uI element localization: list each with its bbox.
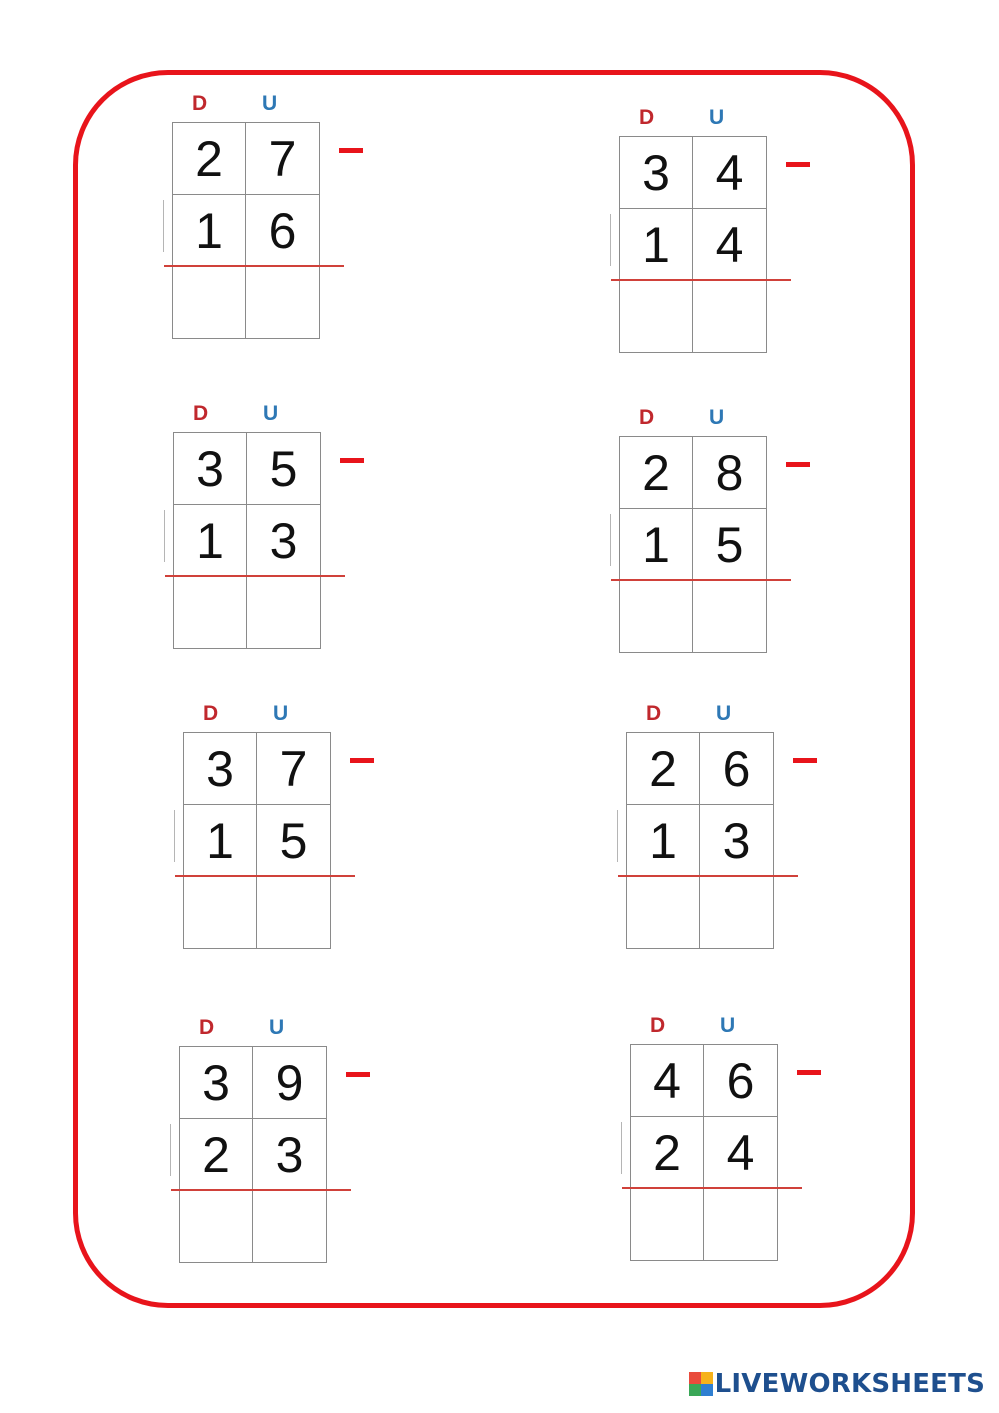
- tens-column-label: D: [639, 106, 655, 129]
- answer-tens-cell[interactable]: [631, 1189, 704, 1261]
- units-column-label: U: [263, 402, 279, 425]
- tens-column-label: D: [650, 1014, 666, 1037]
- units-column-label: U: [720, 1014, 736, 1037]
- sum-line: [611, 279, 791, 281]
- sum-line: [165, 575, 345, 577]
- subtraction-problem: [171, 1016, 371, 1276]
- minuend-tens: 2: [620, 437, 693, 509]
- answer-units-input[interactable]: [257, 877, 334, 951]
- subtrahend-units: 3: [253, 1119, 326, 1191]
- answer-tens-input[interactable]: [184, 877, 260, 951]
- place-value-grid: [172, 122, 320, 339]
- answer-units-input[interactable]: [253, 1191, 330, 1265]
- subtraction-problem: [622, 1014, 822, 1274]
- subtraction-problem: [618, 702, 818, 962]
- subtrahend-tens: 1: [174, 505, 247, 577]
- minuend-units: 6: [704, 1045, 777, 1117]
- answer-tens-input[interactable]: [174, 577, 250, 651]
- units-column-label: U: [262, 92, 278, 115]
- place-value-grid: [173, 432, 321, 649]
- answer-tens-input[interactable]: [620, 281, 696, 355]
- place-value-grid: [179, 1046, 327, 1263]
- margin-tick: [617, 810, 618, 862]
- answer-units-cell[interactable]: [247, 577, 320, 649]
- subtraction-problem: [611, 406, 811, 666]
- tens-column-label: D: [639, 406, 655, 429]
- subtrahend-tens: 1: [620, 509, 693, 581]
- minus-sign: [346, 1072, 370, 1077]
- brand-footer: [689, 1369, 985, 1399]
- tens-column-label: D: [193, 402, 209, 425]
- sum-line: [175, 875, 355, 877]
- subtrahend-tens: 1: [184, 805, 257, 877]
- subtrahend-units: 3: [247, 505, 320, 577]
- sum-line: [622, 1187, 802, 1189]
- minuend-tens: 2: [627, 733, 700, 805]
- answer-units-cell[interactable]: [693, 581, 766, 653]
- answer-units-cell[interactable]: [693, 281, 766, 353]
- minus-sign: [786, 162, 810, 167]
- sum-line: [618, 875, 798, 877]
- liveworksheets-logo-icon: [689, 1372, 713, 1396]
- margin-tick: [164, 510, 165, 562]
- minuend-tens: 3: [180, 1047, 253, 1119]
- subtraction-problem: [175, 702, 375, 962]
- place-value-grid: [626, 732, 774, 949]
- answer-tens-cell[interactable]: [620, 581, 693, 653]
- minuend-units: 7: [257, 733, 330, 805]
- units-column-label: U: [716, 702, 732, 725]
- answer-units-cell[interactable]: [704, 1189, 777, 1261]
- answer-units-cell[interactable]: [257, 877, 330, 949]
- margin-tick: [621, 1122, 622, 1174]
- answer-units-input[interactable]: [704, 1189, 781, 1263]
- answer-units-input[interactable]: [700, 877, 777, 951]
- sum-line: [164, 265, 344, 267]
- answer-tens-cell[interactable]: [620, 281, 693, 353]
- minuend-tens: 3: [620, 137, 693, 209]
- answer-units-input[interactable]: [246, 267, 323, 341]
- subtraction-problem: [611, 106, 811, 366]
- answer-tens-cell[interactable]: [173, 267, 246, 339]
- units-column-label: U: [273, 702, 289, 725]
- minuend-tens: 4: [631, 1045, 704, 1117]
- tens-column-label: D: [646, 702, 662, 725]
- margin-tick: [163, 200, 164, 252]
- minus-sign: [350, 758, 374, 763]
- minuend-units: 8: [693, 437, 766, 509]
- subtraction-problem: [165, 402, 365, 662]
- brand-name: LIVEWORKSHEETS: [714, 1369, 985, 1399]
- units-column-label: U: [269, 1016, 285, 1039]
- answer-tens-input[interactable]: [180, 1191, 256, 1265]
- margin-tick: [170, 1124, 171, 1176]
- minuend-tens: 3: [184, 733, 257, 805]
- place-value-grid: [619, 136, 767, 353]
- answer-tens-input[interactable]: [620, 581, 696, 655]
- answer-units-input[interactable]: [247, 577, 324, 651]
- minus-sign: [793, 758, 817, 763]
- minuend-units: 6: [700, 733, 773, 805]
- tens-column-label: D: [192, 92, 208, 115]
- answer-tens-cell[interactable]: [627, 877, 700, 949]
- units-column-label: U: [709, 106, 725, 129]
- minus-sign: [339, 148, 363, 153]
- minuend-tens: 3: [174, 433, 247, 505]
- tens-column-label: D: [203, 702, 219, 725]
- place-value-grid: [630, 1044, 778, 1261]
- place-value-grid: [619, 436, 767, 653]
- minuend-units: 9: [253, 1047, 326, 1119]
- subtrahend-tens: 1: [173, 195, 246, 267]
- subtrahend-units: 6: [246, 195, 319, 267]
- sum-line: [611, 579, 791, 581]
- answer-units-cell[interactable]: [700, 877, 773, 949]
- answer-units-input[interactable]: [693, 281, 770, 355]
- minuend-tens: 2: [173, 123, 246, 195]
- answer-tens-input[interactable]: [631, 1189, 707, 1263]
- subtrahend-tens: 1: [620, 209, 693, 281]
- units-column-label: U: [709, 406, 725, 429]
- subtrahend-tens: 2: [631, 1117, 704, 1189]
- subtrahend-units: 3: [700, 805, 773, 877]
- minuend-units: 5: [247, 433, 320, 505]
- subtrahend-units: 5: [693, 509, 766, 581]
- margin-tick: [610, 514, 611, 566]
- subtrahend-units: 4: [704, 1117, 777, 1189]
- minuend-units: 4: [693, 137, 766, 209]
- margin-tick: [610, 214, 611, 266]
- minus-sign: [340, 458, 364, 463]
- sum-line: [171, 1189, 351, 1191]
- answer-tens-cell[interactable]: [184, 877, 257, 949]
- answer-tens-input[interactable]: [173, 267, 249, 341]
- minuend-units: 7: [246, 123, 319, 195]
- answer-tens-cell[interactable]: [180, 1191, 253, 1263]
- subtrahend-tens: 1: [627, 805, 700, 877]
- margin-tick: [174, 810, 175, 862]
- minus-sign: [797, 1070, 821, 1075]
- place-value-grid: [183, 732, 331, 949]
- answer-tens-cell[interactable]: [174, 577, 247, 649]
- subtraction-problem: [164, 92, 364, 352]
- answer-units-input[interactable]: [693, 581, 770, 655]
- subtrahend-units: 4: [693, 209, 766, 281]
- subtrahend-tens: 2: [180, 1119, 253, 1191]
- answer-units-cell[interactable]: [246, 267, 319, 339]
- answer-tens-input[interactable]: [627, 877, 703, 951]
- answer-units-cell[interactable]: [253, 1191, 326, 1263]
- subtrahend-units: 5: [257, 805, 330, 877]
- minus-sign: [786, 462, 810, 467]
- tens-column-label: D: [199, 1016, 215, 1039]
